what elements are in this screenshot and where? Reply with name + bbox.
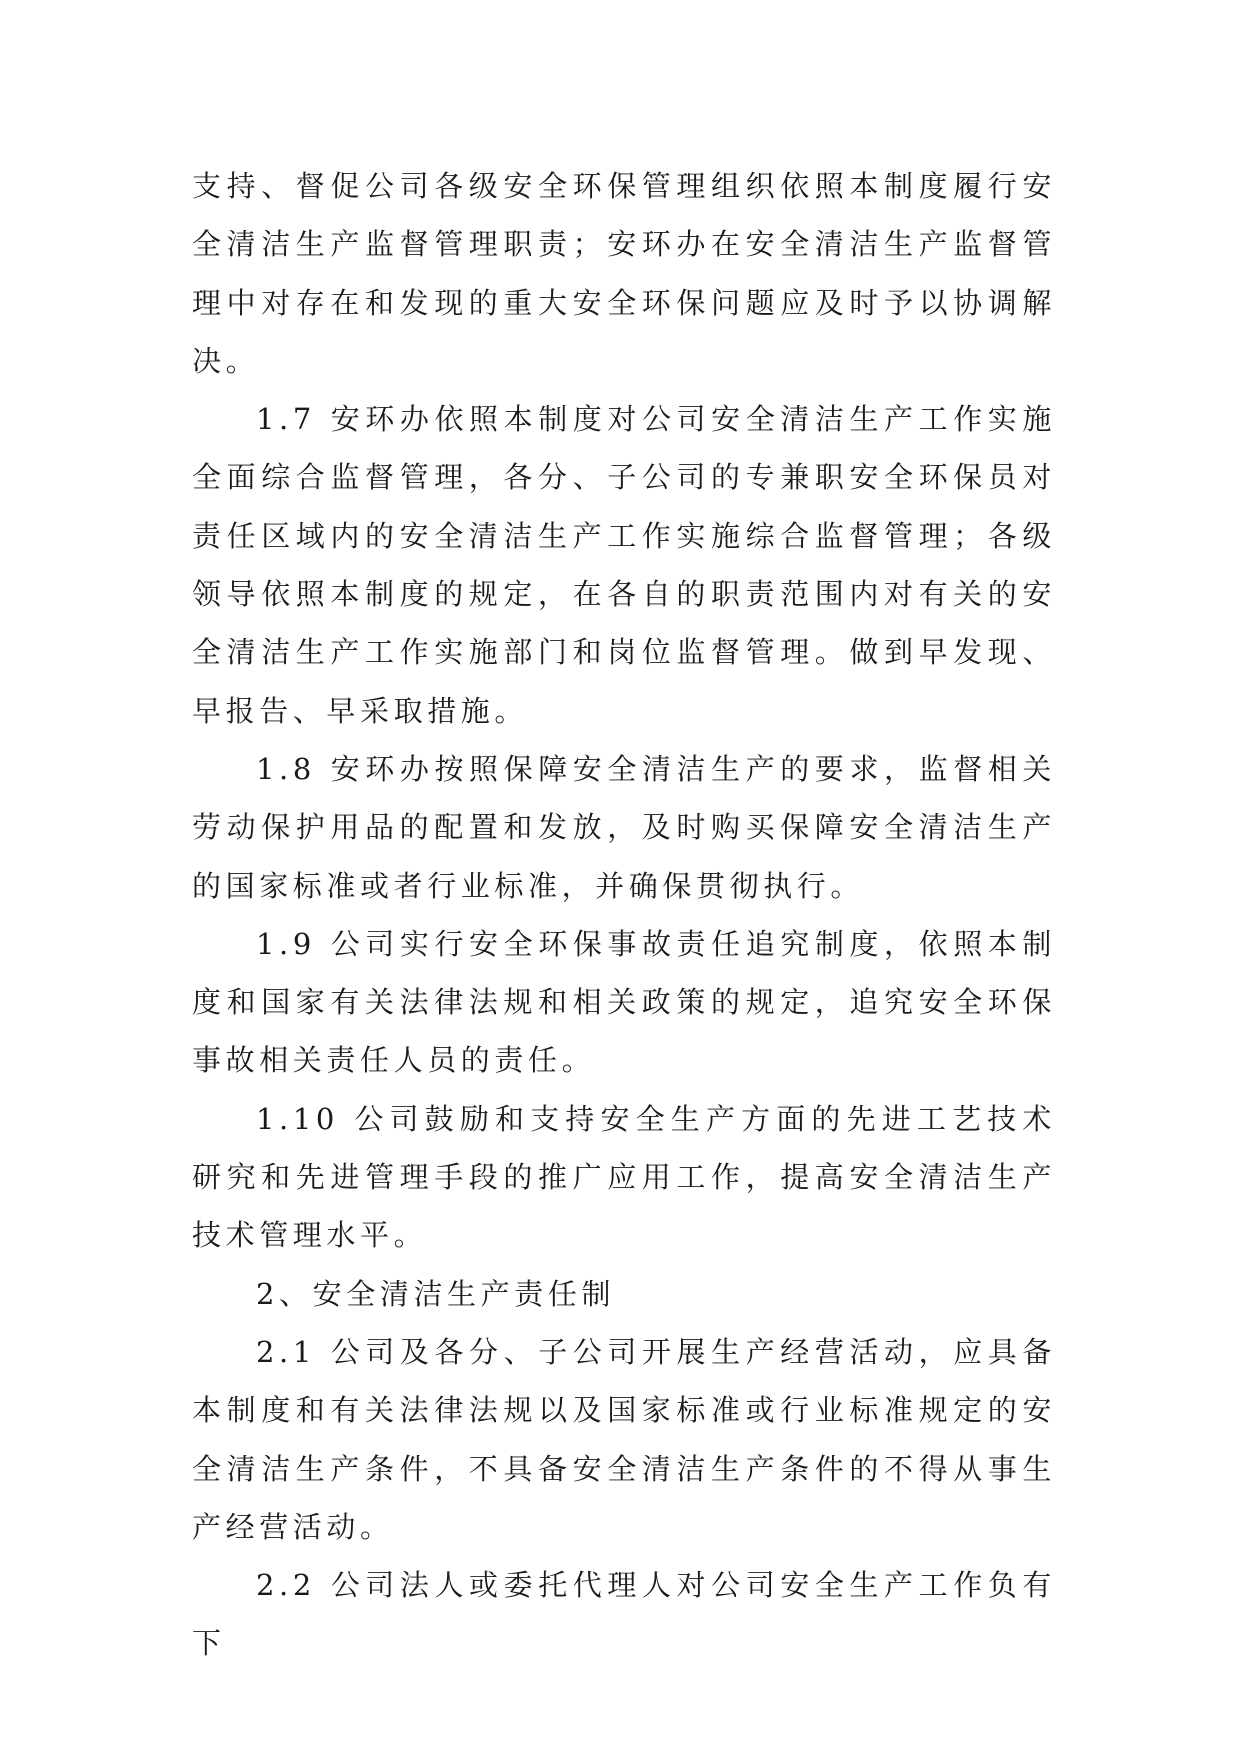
paragraph-1-9: 1.9 公司实行安全环保事故责任追究制度，依照本制度和国家有关法律法规和相关政策的规定，追究安全环保事故相关责任人员的责任。 bbox=[192, 926, 1056, 1078]
paragraph-1-8: 1.8 安环办按照保障安全清洁生产的要求，监督相关劳动保护用品的配置和发放，及时购买保障安全清洁生产的国家标准或者行业标准，并确保贯彻执行。 bbox=[192, 751, 1056, 903]
paragraph-1-10: 1.10 公司鼓励和支持安全生产方面的先进工艺技术研究和先进管理手段的推广应用工作，提高安全清洁生产技术管理水平。 bbox=[192, 1101, 1056, 1253]
document-body bbox=[192, 157, 1056, 1673]
paragraph-1-7: 1.7 安环办依照本制度对公司安全清洁生产工作实施全面综合监督管理，各分、子公司的专兼职安全环保员对责任区域内的安全清洁生产工作实施综合监督管理；各级领导依照本制度的规定，在各自的职责范围内对有关的安全清洁生产工作实施部门和岗位监督管理。做到早发现、早报告、早采取措施。 bbox=[192, 402, 1056, 728]
paragraph-continuation: 支持、督促公司各级安全环保管理组织依照本制度履行安全清洁生产监督管理职责；安环办在安全清洁生产监督管理中对存在和发现的重大安全环保问题应及时予以协调解决。 bbox=[192, 169, 1056, 378]
paragraph-2-2: 2.2 公司法人或委托代理人对公司安全生产工作负有下 bbox=[192, 1568, 1056, 1661]
section-heading-2: 2、安全清洁生产责任制 bbox=[256, 1276, 616, 1311]
paragraph-2-1: 2.1 公司及各分、子公司开展生产经营活动，应具备本制度和有关法律法规以及国家标准或行业标准规定的安全清洁生产条件，不具备安全清洁生产条件的不得从事生产经营活动。 bbox=[192, 1334, 1056, 1544]
